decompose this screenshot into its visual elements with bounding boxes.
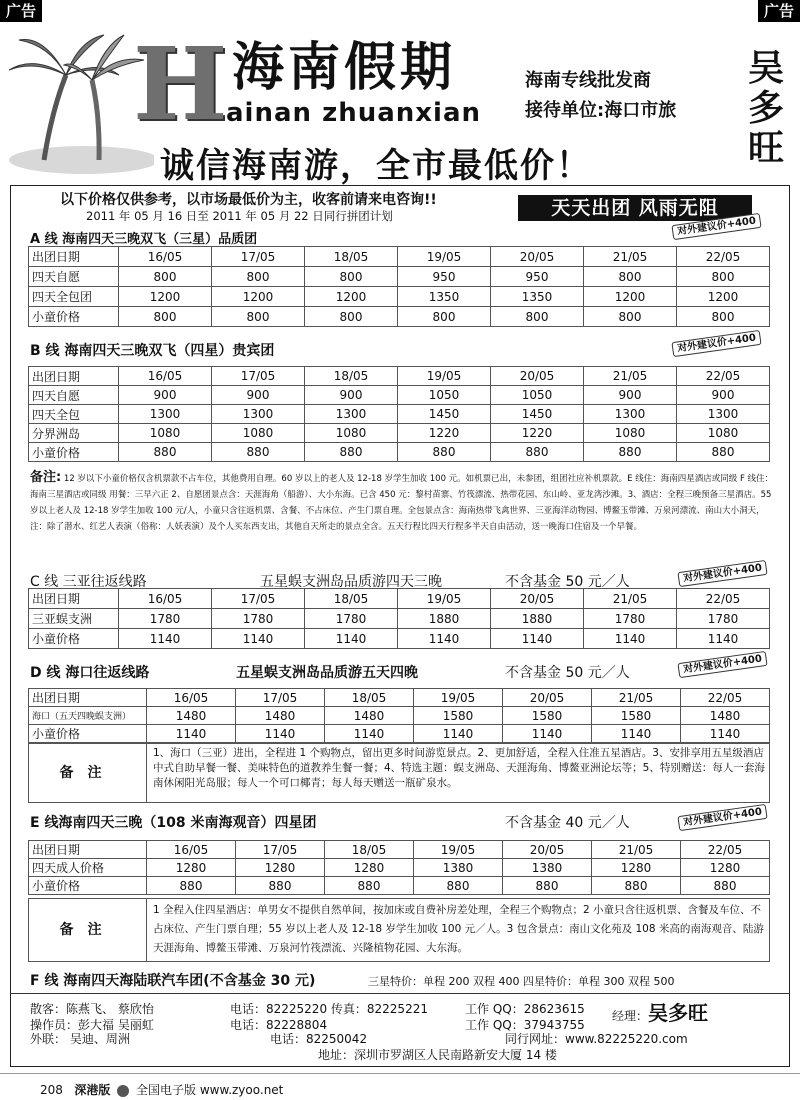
- price-cell: 1140: [414, 725, 503, 743]
- price-cell: 18/05: [325, 689, 414, 707]
- contact-phone-3: 电话：82250042: [270, 1032, 368, 1046]
- route-b-note: 备注: 12 岁以下小童价格仅含机票款不占车位，其他费用自理。60 岁以上的老人及 12-18 岁学生加收 100 元。如机票已出，未参团，组团社应补机票款。E 线住：海南四星酒店或同级 F 线住：海南三星酒店或同级 用餐：三早六正 2、自愿团景点含：天涯海角（船游）、大小东海。已含 450 元：黎村苗寨、竹筏漂流、热带花园、东山岭、亚龙湾沙滩。3、酒店：全程三晚预备三星酒店。55 岁以上老人及 12-18 岁学生加收 100 元/人，小童只含往返机票、含餐、不占床位、产生门票自理。全包景点含：海南热带飞禽世界、三亚海洋动物园、博鳌玉带滩、万泉河漂流、南山大小洞天，注：除了潜水、红艺人表演（俗称：人妖表演）及个人买东西支出，其他自天所走的景点全含。五天行程比四天行程多半天自由活动，送一晚海口住宿及一个早餐。: [30, 470, 774, 532]
- price-cell: 1080: [677, 424, 770, 443]
- price-cell: 880: [414, 877, 503, 895]
- price-cell: 1140: [236, 725, 325, 743]
- row-label: 四天全包: [29, 405, 119, 424]
- price-cell: 1480: [236, 707, 325, 725]
- price-cell: 1220: [491, 424, 584, 443]
- price-cell: 20/05: [491, 589, 584, 609]
- price-cell: 17/05: [212, 589, 305, 609]
- row-label: 小童价格: [29, 725, 147, 743]
- price-cell: 22/05: [681, 689, 770, 707]
- price-cell: 1140: [681, 725, 770, 743]
- route-a-title: A 线 海南四天三晚双飞（三星）品质团: [30, 232, 258, 247]
- price-cell: 19/05: [398, 247, 491, 267]
- price-cell: 800: [119, 307, 212, 327]
- table-row: [29, 841, 770, 859]
- table-row: [29, 424, 770, 443]
- price-cell: 1280: [325, 859, 414, 877]
- price-cell: 1140: [584, 629, 677, 649]
- price-cell: 1480: [325, 707, 414, 725]
- route-b-title: B 线 海南四天三晚双飞（四星）贵宾团: [30, 343, 275, 359]
- price-cell: 800: [212, 307, 305, 327]
- price-cell: 880: [119, 443, 212, 462]
- table-row: [29, 609, 770, 629]
- price-cell: 900: [677, 386, 770, 405]
- suggested-price-stamp: 对外建议价+400: [677, 651, 767, 678]
- route-d-title: D 线 海口往返线路: [30, 665, 150, 681]
- table-row: [29, 707, 770, 725]
- row-label: 出团日期: [29, 589, 119, 609]
- price-cell: 800: [677, 307, 770, 327]
- price-cell: 22/05: [677, 247, 770, 267]
- price-cell: 1200: [584, 287, 677, 307]
- edition-label: 深港版: [74, 1083, 111, 1097]
- price-cell: 1080: [119, 424, 212, 443]
- table-row: [29, 267, 770, 287]
- price-hint: 以下价格仅供参考，以市场最低价为主，收客前请来电咨询!!: [60, 192, 437, 208]
- contact-website[interactable]: 同行网址：www.82225220.com: [505, 1032, 688, 1046]
- price-cell: 1380: [503, 859, 592, 877]
- route-c-subtitle: 五星蜈支洲岛品质游四天三晚: [260, 574, 442, 590]
- contacts-divider: [10, 993, 790, 994]
- row-label: 分界洲岛: [29, 424, 119, 443]
- price-cell: 800: [491, 307, 584, 327]
- price-cell: 1300: [677, 405, 770, 424]
- wholesaler-text: 海南专线批发商: [525, 70, 651, 91]
- price-cell: 1480: [681, 707, 770, 725]
- table-row: [29, 405, 770, 424]
- page-number: 208: [40, 1083, 63, 1097]
- price-cell: 20/05: [503, 841, 592, 859]
- price-cell: 1380: [414, 859, 503, 877]
- contact-operators: 操作员：彭大福 吴丽虹: [30, 1018, 154, 1032]
- row-label: 小童价格: [29, 443, 119, 462]
- price-cell: 1140: [305, 629, 398, 649]
- price-cell: 22/05: [681, 841, 770, 859]
- price-cell: 880: [212, 443, 305, 462]
- suggested-price-stamp: 对外建议价+400: [677, 560, 767, 587]
- price-cell: 900: [212, 386, 305, 405]
- route-d-price-table: [28, 688, 770, 743]
- price-cell: 16/05: [119, 367, 212, 386]
- slogan: 诚信海南游，全市最低价！: [160, 146, 592, 186]
- price-cell: 1780: [677, 609, 770, 629]
- price-cell: 800: [119, 267, 212, 287]
- price-cell: 1580: [503, 707, 592, 725]
- price-cell: 900: [305, 386, 398, 405]
- price-cell: 1220: [398, 424, 491, 443]
- price-cell: 1080: [584, 424, 677, 443]
- route-c-title: C 线 三亚往返线路: [30, 574, 147, 590]
- contact-qq-1: 工作 QQ：28623615: [465, 1002, 585, 1016]
- price-cell: 21/05: [584, 367, 677, 386]
- price-cell: 800: [584, 267, 677, 287]
- price-cell: 1280: [236, 859, 325, 877]
- price-cell: 800: [305, 307, 398, 327]
- contact-liaison: 外联： 吴迪、周洲: [30, 1032, 130, 1046]
- price-cell: 20/05: [503, 689, 592, 707]
- brand-pinyin: ainan zhuanxian: [226, 98, 482, 128]
- price-cell: 1280: [147, 859, 236, 877]
- route-e-remark: 备注 1 全程入住四星酒店：单男女不提供自然单间，按加床或自费补房差处理，全程三个购物点；2 小童只含往返机票、含餐及车位、不占床位、产生门票自理；55 岁以上老人及 12-18 岁学生加收 100 元／人。3 包含景点：南山文化苑及 108 米高的南海观音、陆游天涯海角、博鳌玉带滩、万泉河竹筏漂流、兴隆植物花园、大东海。: [28, 898, 770, 962]
- price-cell: 17/05: [236, 841, 325, 859]
- price-cell: 880: [236, 877, 325, 895]
- price-cell: 900: [119, 386, 212, 405]
- price-cell: 20/05: [491, 247, 584, 267]
- price-cell: 1300: [305, 405, 398, 424]
- table-row: [29, 386, 770, 405]
- price-cell: 1050: [491, 386, 584, 405]
- table-row: [29, 689, 770, 707]
- edition-logo-icon: [117, 1085, 129, 1097]
- price-cell: 1780: [212, 609, 305, 629]
- route-d-subtitle: 五星蜈支洲岛品质游五天四晚: [236, 665, 418, 681]
- row-label: 小童价格: [29, 307, 119, 327]
- date-range: 2011 年 05 月 16 日至 2011 年 05 月 22 日同行拼团计划: [86, 209, 393, 223]
- price-cell: 1780: [305, 609, 398, 629]
- price-cell: 880: [677, 443, 770, 462]
- route-e-title: E 线海南四天三晚（108 米南海观音）四星团: [30, 815, 317, 831]
- price-cell: 22/05: [677, 367, 770, 386]
- table-row: [29, 725, 770, 743]
- contact-phone-2: 电话：82228804: [230, 1018, 328, 1032]
- price-cell: 1580: [414, 707, 503, 725]
- price-cell: 880: [681, 877, 770, 895]
- row-label: 出团日期: [29, 367, 119, 386]
- ad-label-left: 广告: [0, 0, 42, 22]
- price-cell: 1140: [503, 725, 592, 743]
- price-cell: 1300: [119, 405, 212, 424]
- price-cell: 880: [592, 877, 681, 895]
- brand-initial: H: [133, 25, 228, 143]
- route-e-fee: 不含基金 40 元／人: [505, 815, 630, 831]
- price-cell: 800: [305, 267, 398, 287]
- price-cell: 19/05: [398, 589, 491, 609]
- price-cell: 1200: [119, 287, 212, 307]
- price-cell: 18/05: [305, 247, 398, 267]
- price-cell: 880: [147, 877, 236, 895]
- price-cell: 18/05: [305, 589, 398, 609]
- price-cell: 950: [491, 267, 584, 287]
- price-cell: 17/05: [236, 689, 325, 707]
- palm-tree-illustration: [4, 20, 154, 175]
- contact-retail: 散客：陈燕飞、 蔡欣怡: [30, 1002, 154, 1016]
- price-cell: 21/05: [584, 589, 677, 609]
- price-cell: 1140: [325, 725, 414, 743]
- route-e-price-table: [28, 840, 770, 895]
- manager-vertical-name: 吴多旺: [747, 47, 784, 169]
- contact-phone-fax: 电话：82225220 传真：82225221: [230, 1002, 428, 1016]
- price-cell: 21/05: [592, 841, 681, 859]
- route-c-fee: 不含基金 50 元／人: [505, 574, 630, 590]
- page-footer: [40, 1081, 283, 1098]
- price-cell: 1140: [147, 725, 236, 743]
- row-label: 四天成人价格: [29, 859, 147, 877]
- price-cell: 1450: [491, 405, 584, 424]
- price-cell: 1350: [398, 287, 491, 307]
- price-cell: 1880: [398, 609, 491, 629]
- table-row: [29, 859, 770, 877]
- price-cell: 19/05: [414, 689, 503, 707]
- price-cell: 1350: [491, 287, 584, 307]
- price-cell: 1280: [681, 859, 770, 877]
- suggested-price-stamp: 对外建议价+400: [677, 804, 767, 831]
- price-cell: 1140: [212, 629, 305, 649]
- price-cell: 1140: [119, 629, 212, 649]
- price-cell: 1480: [147, 707, 236, 725]
- price-cell: 1200: [212, 287, 305, 307]
- price-cell: 19/05: [398, 367, 491, 386]
- price-cell: 20/05: [491, 367, 584, 386]
- row-label: 出团日期: [29, 841, 147, 859]
- row-label: 四天自愿: [29, 386, 119, 405]
- price-cell: 1080: [305, 424, 398, 443]
- price-cell: 1140: [491, 629, 584, 649]
- price-cell: 17/05: [212, 367, 305, 386]
- row-label: 四天全包团: [29, 287, 119, 307]
- price-cell: 880: [305, 443, 398, 462]
- table-row: [29, 877, 770, 895]
- price-cell: 1140: [398, 629, 491, 649]
- price-cell: 1780: [584, 609, 677, 629]
- price-cell: 18/05: [305, 367, 398, 386]
- table-row: [29, 307, 770, 327]
- route-a-price-table: [28, 246, 770, 327]
- site-url[interactable]: 全国电子版 www.zyoo.net: [136, 1083, 284, 1097]
- table-row: [29, 443, 770, 462]
- price-cell: 21/05: [592, 689, 681, 707]
- row-label: 四天自愿: [29, 267, 119, 287]
- price-cell: 16/05: [147, 841, 236, 859]
- price-cell: 1300: [584, 405, 677, 424]
- table-row: [29, 287, 770, 307]
- price-cell: 18/05: [325, 841, 414, 859]
- price-cell: 900: [584, 386, 677, 405]
- price-cell: 1200: [677, 287, 770, 307]
- price-cell: 1300: [212, 405, 305, 424]
- price-cell: 16/05: [119, 589, 212, 609]
- table-row: [29, 629, 770, 649]
- brand-title: 海南假期: [232, 38, 457, 98]
- price-cell: 1450: [398, 405, 491, 424]
- price-cell: 1140: [677, 629, 770, 649]
- price-cell: 1580: [592, 707, 681, 725]
- price-cell: 22/05: [677, 589, 770, 609]
- price-cell: 950: [398, 267, 491, 287]
- row-label: 出团日期: [29, 689, 147, 707]
- daily-departure-badge: 天天出团 风雨无阻: [518, 195, 752, 221]
- price-cell: 1880: [491, 609, 584, 629]
- price-cell: 1050: [398, 386, 491, 405]
- contact-address: 地址：深圳市罗湖区人民南路新安大厦 14 楼: [318, 1048, 557, 1062]
- row-label: 出团日期: [29, 247, 119, 267]
- price-cell: 1140: [592, 725, 681, 743]
- suggested-price-stamp: 对外建议价+400: [671, 213, 761, 240]
- row-label: 海口（五天四晚蜈支洲）: [29, 707, 147, 725]
- price-cell: 880: [398, 443, 491, 462]
- row-label: 小童价格: [29, 629, 119, 649]
- price-cell: 1080: [212, 424, 305, 443]
- price-cell: 1200: [305, 287, 398, 307]
- price-cell: 800: [212, 267, 305, 287]
- route-b-price-table: [28, 366, 770, 462]
- price-cell: 800: [398, 307, 491, 327]
- price-cell: 1780: [119, 609, 212, 629]
- table-row: [29, 589, 770, 609]
- reception-unit-text: 接待单位:海口市旅: [525, 100, 677, 121]
- price-cell: 800: [677, 267, 770, 287]
- price-cell: 880: [325, 877, 414, 895]
- row-label: 小童价格: [29, 877, 147, 895]
- price-cell: 19/05: [414, 841, 503, 859]
- route-d-fee: 不含基金 50 元／人: [505, 665, 630, 681]
- ad-label-right: 广告: [758, 0, 800, 22]
- price-cell: 21/05: [584, 247, 677, 267]
- table-row: [29, 247, 770, 267]
- price-cell: 16/05: [147, 689, 236, 707]
- route-f-detail: 三星特价：单程 200 双程 400 四星特价：单程 300 双程 500: [368, 975, 675, 988]
- price-cell: 880: [503, 877, 592, 895]
- route-c-price-table: [28, 588, 770, 649]
- price-cell: 800: [584, 307, 677, 327]
- price-cell: 16/05: [119, 247, 212, 267]
- price-cell: 17/05: [212, 247, 305, 267]
- route-d-remark: 备注 1、海口（三亚）进出，全程进 1 个购物点，留出更多时间游览景点。2、更加舒适，全程入住准五星酒店。3、安排享用五星级酒店中式自助早餐一餐、美味特色的道教养生餐一餐；4、特选主题：蜈支洲岛、天涯海角、博鳌亚洲论坛等；5、特别赠送：每人一套海南休闲阳光岛服；每人一个可口椰青；每人每天赠送一瓶矿泉水。: [28, 743, 770, 803]
- manager-signature: 经理：吴多旺: [612, 1001, 709, 1025]
- footer-divider: [0, 1073, 800, 1074]
- price-cell: 1280: [592, 859, 681, 877]
- row-label: 三亚蜈支洲: [29, 609, 119, 629]
- contact-qq-2: 工作 QQ：37943755: [465, 1018, 585, 1032]
- price-cell: 880: [584, 443, 677, 462]
- price-cell: 880: [491, 443, 584, 462]
- suggested-price-stamp: 对外建议价+400: [671, 330, 761, 357]
- route-f-title: F 线 海南四天海陆联汽车团(不含基金 30 元): [30, 973, 316, 989]
- table-row: [29, 367, 770, 386]
